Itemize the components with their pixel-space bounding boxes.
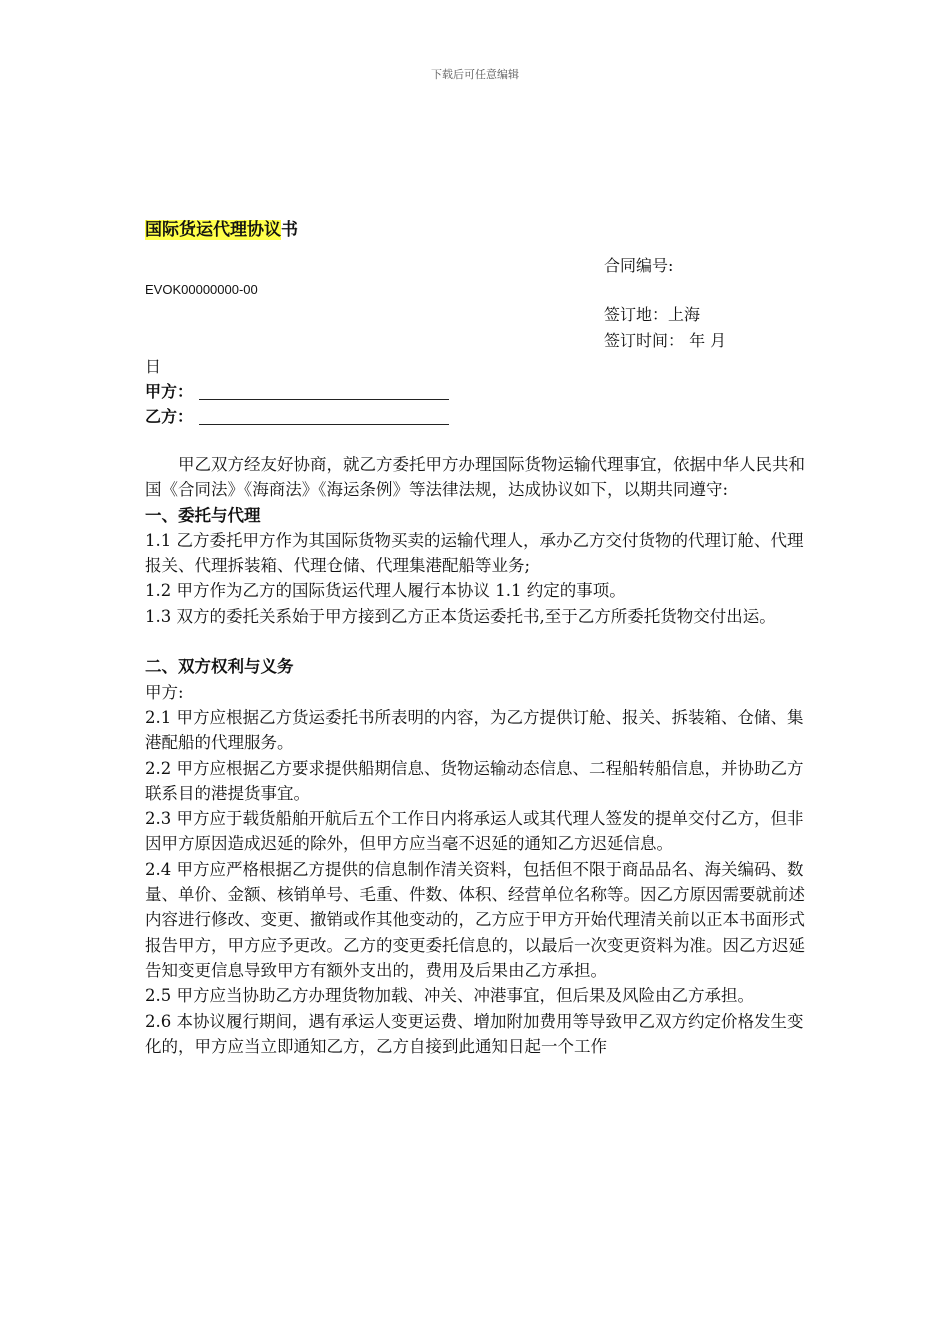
party-b-label: 乙方： (145, 407, 194, 426)
party-b-blank-line (199, 408, 449, 425)
party-a-blank-line (199, 383, 449, 400)
clause-paragraph: 甲方: (145, 682, 184, 702)
clause-paragraph: 2.2 甲方应根据乙方要求提供船期信息、货物运输动态信息、二程船转船信息，并协助乙方联系目的港提货事宜。 (145, 758, 804, 803)
party-b (145, 404, 449, 427)
blank-line (145, 629, 810, 654)
section-heading: 二、双方权利与义务 (145, 657, 294, 677)
title-highlighted: 国际货运代理协议 (145, 220, 281, 240)
sign-place: 签订地：上海 (604, 305, 701, 324)
intro-paragraph: 甲乙双方经友好协商，就乙方委托甲方办理国际货物运输代理事宜，依据中华人民共和国《合同法》《海商法》《海运条例》等法律法规，达成协议如下，以期共同遵守: (145, 455, 805, 500)
clause-paragraph: 1.2 甲方作为乙方的国际货运代理人履行本协议 1.1 约定的事项。 (145, 581, 626, 601)
clause-paragraph: 2.1 甲方应根据乙方货运委托书所表明的内容，为乙方提供订舱、报关、拆装箱、仓储、集港配船的代理服务。 (145, 707, 804, 753)
sign-time: 签订时间： 年 月 (604, 331, 727, 350)
document-title (145, 215, 298, 240)
header-note: 下载后可任意编辑 (431, 68, 519, 81)
contract-no-label: 合同编号: (604, 256, 674, 275)
party-a (145, 379, 449, 402)
clause-paragraph: 2.5 甲方应当协助乙方办理货物加载、冲关、冲港事宜，但后果及风险由乙方承担。 (145, 986, 754, 1006)
title-rest: 书 (281, 220, 298, 240)
clause-paragraph: 1.1 乙方委托甲方作为其国际货物买卖的运输代理人，承办乙方交付货物的代理订舱、代理报关、代理拆装箱、代理仓储、代理集港配船等业务; (145, 530, 804, 576)
section-heading: 一、委托与代理 (145, 505, 261, 525)
clause-paragraph: 2.4 甲方应严格根据乙方提供的信息制作清关资料，包括但不限于商品品名、海关编码、数量、单价、金额、核销单号、毛重、件数、体积、经营单位名称等。因乙方原因需要就前述内容进行修改、变更、撤销或作其他变动的，乙方应于甲方开始代理清关前以正本书面形式报告甲方，甲方应予更改。乙方的变更委托信息的，以最后一次变更资料为准。因乙方迟延告知变更信息导致甲方有额外支出的，费用及后果由乙方承担。 (145, 859, 805, 980)
sign-day: 日 (145, 357, 162, 376)
clause-paragraph: 2.6 本协议履行期间，遇有承运人变更运费、增加附加费用等导致甲乙双方约定价格发生变化的，甲方应当立即通知乙方，乙方自接到此通知日起一个工作 (145, 1011, 804, 1056)
contract-no-value: EVOK00000000-00 (145, 282, 258, 297)
agreement-body (145, 452, 810, 1059)
party-a-label: 甲方： (145, 382, 194, 401)
clause-paragraph: 2.3 甲方应于载货船舶开航后五个工作日内将承运人或其代理人签发的提单交付乙方，但非因甲方原因造成迟延的除外，但甲方应当毫不迟延的通知乙方迟延信息。 (145, 809, 804, 854)
clause-paragraph: 1.3 双方的委托关系始于甲方接到乙方正本货运委托书,至于乙方所委托货物交付出运。 (145, 606, 776, 626)
